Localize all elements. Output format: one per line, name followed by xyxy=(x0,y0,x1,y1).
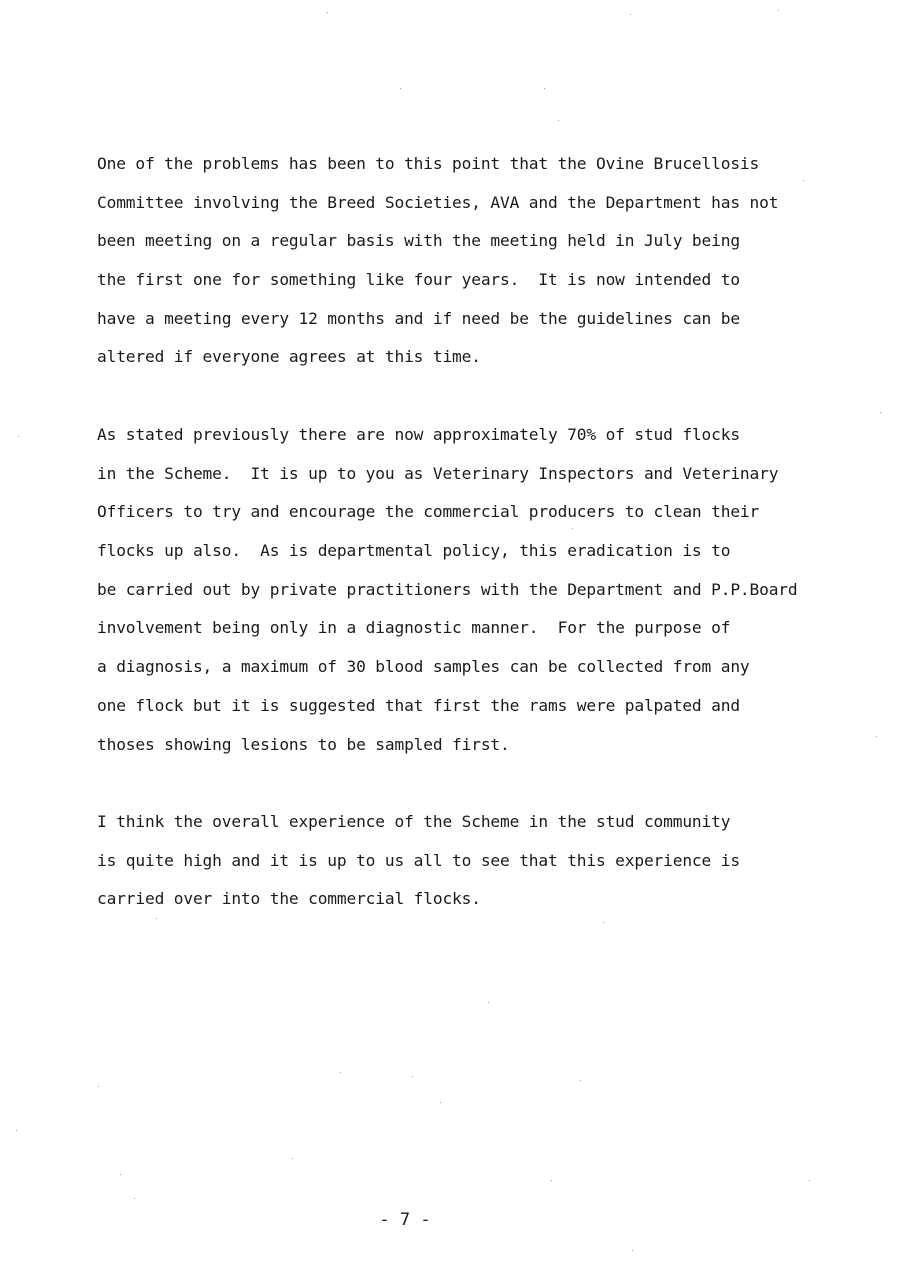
scan-speck xyxy=(603,922,604,923)
paragraph-scheme-experience xyxy=(97,803,740,919)
scan-speck xyxy=(120,1174,121,1175)
text-line: is quite high and it is up to us all to see that this experience is xyxy=(97,850,740,870)
text-line: thoses showing lesions to be sampled first. xyxy=(97,734,510,754)
text-line: Committee involving the Breed Societies, AVA and the Department has not xyxy=(97,192,779,212)
text-line: flocks up also. As is departmental policy, this eradication is to xyxy=(97,541,731,561)
scan-speck xyxy=(488,1002,489,1003)
scan-speck xyxy=(558,120,559,121)
text-line: Officers to try and encourage the commercial producers to clean their xyxy=(97,502,760,522)
text-line: I think the overall experience of the Scheme in the stud community xyxy=(97,812,731,831)
text-line: As stated previously there are now approximately 70% of stud flocks xyxy=(97,425,740,444)
scan-speck xyxy=(630,14,631,15)
scan-speck xyxy=(156,918,157,919)
scan-speck xyxy=(292,1158,293,1159)
text-line: carried over into the commercial flocks. xyxy=(97,889,481,909)
text-line: have a meeting every 12 months and if need be the guidelines can be xyxy=(97,308,740,328)
scan-speck xyxy=(876,736,877,737)
scan-speck xyxy=(340,1072,341,1073)
scan-speck xyxy=(134,1198,135,1199)
scan-speck xyxy=(412,1076,413,1077)
text-line: the first one for something like four years. It is now intended to xyxy=(97,270,740,290)
text-line: one flock but it is suggested that first the rams were palpated and xyxy=(97,695,740,715)
text-line: in the Scheme. It is up to you as Veterinary Inspectors and Veterinary xyxy=(97,463,779,483)
scan-speck xyxy=(809,1180,810,1181)
scan-speck xyxy=(632,1250,633,1251)
scan-speck xyxy=(880,412,881,413)
scan-speck xyxy=(803,180,804,181)
paragraph-stud-flocks-scheme xyxy=(97,416,798,764)
scan-speck xyxy=(551,1180,552,1181)
scan-speck xyxy=(580,1080,581,1081)
scan-speck xyxy=(544,88,545,89)
scan-speck xyxy=(440,1102,441,1103)
scan-speck xyxy=(572,528,573,529)
text-line: One of the problems has been to this point that the Ovine Brucellosis xyxy=(97,154,760,173)
scan-speck xyxy=(400,88,401,89)
text-line: been meeting on a regular basis with the meeting held in July being xyxy=(97,231,740,251)
text-line: a diagnosis, a maximum of 30 blood samples can be collected from any xyxy=(97,657,750,677)
text-line: be carried out by private practitioners with the Department and P.P.Board xyxy=(97,579,798,599)
scan-speck xyxy=(98,1086,99,1087)
scan-speck xyxy=(327,12,328,13)
text-line: altered if everyone agrees at this time. xyxy=(97,347,481,367)
text-line: involvement being only in a diagnostic manner. For the purpose of xyxy=(97,618,731,638)
scan-speck xyxy=(18,436,19,437)
page-number: - 7 - xyxy=(379,1210,431,1230)
scan-speck xyxy=(16,1130,17,1131)
paragraph-ovine-brucellosis-committee xyxy=(97,145,778,377)
scan-speck xyxy=(778,10,779,11)
